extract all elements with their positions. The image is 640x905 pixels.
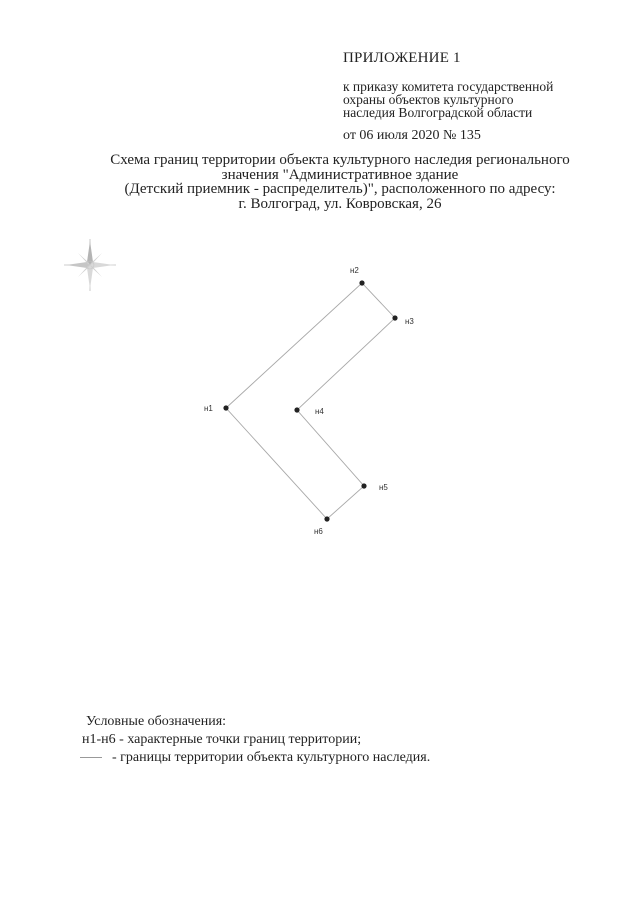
legend-row-boundary <box>80 750 430 766</box>
legend-boundary-line-swatch <box>80 757 102 758</box>
legend-title: Условные обозначения: <box>86 714 227 729</box>
scheme-title-line-1: Схема границ территории объекта культурного наследия регионального <box>110 152 570 168</box>
boundary-point-n4 <box>294 407 299 412</box>
point-label-n2: н2 <box>350 266 359 275</box>
order-date: от 06 июля 2020 № 135 <box>343 128 481 143</box>
scheme-title-line-4: г. Волгоград, ул. Ковровская, 26 <box>238 195 442 212</box>
legend-points-text: - характерные точки границ территории; <box>115 732 362 747</box>
legend-points-key: н1-н6 <box>82 732 116 747</box>
scheme-title-line-2: значения "Административное здание <box>221 166 459 183</box>
order-line-3: наследия Волгоградской области <box>343 105 533 120</box>
boundary-point-n6 <box>324 516 329 521</box>
point-label-n4: н4 <box>315 407 324 416</box>
boundary-scheme-map <box>0 220 640 560</box>
point-label-n3: н3 <box>405 317 414 326</box>
order-reference <box>343 80 603 119</box>
point-label-n6: н6 <box>314 527 323 536</box>
order-line-2: охраны объектов культурного <box>343 92 514 107</box>
boundary-point-n5 <box>361 483 366 488</box>
boundary-point-n3 <box>392 315 397 320</box>
legend-boundary-text: - границы территории объекта культурного наследия. <box>112 750 431 765</box>
scheme-title-line-3: (Детский приемник - распределитель)", расположенного по адресу: <box>124 181 556 197</box>
appendix-title: ПРИЛОЖЕНИЕ 1 <box>343 50 461 66</box>
order-line-1: к приказу комитета государственной <box>343 79 554 94</box>
legend-row-points <box>82 732 361 748</box>
boundary-point-n2 <box>359 280 364 285</box>
territory-boundary-line <box>226 283 395 519</box>
boundary-points <box>223 280 397 521</box>
compass-rose-icon <box>64 239 116 291</box>
boundary-point-n1 <box>223 405 228 410</box>
point-label-n1: н1 <box>204 404 213 413</box>
scheme-title <box>60 153 620 211</box>
point-label-n5: н5 <box>379 483 388 492</box>
